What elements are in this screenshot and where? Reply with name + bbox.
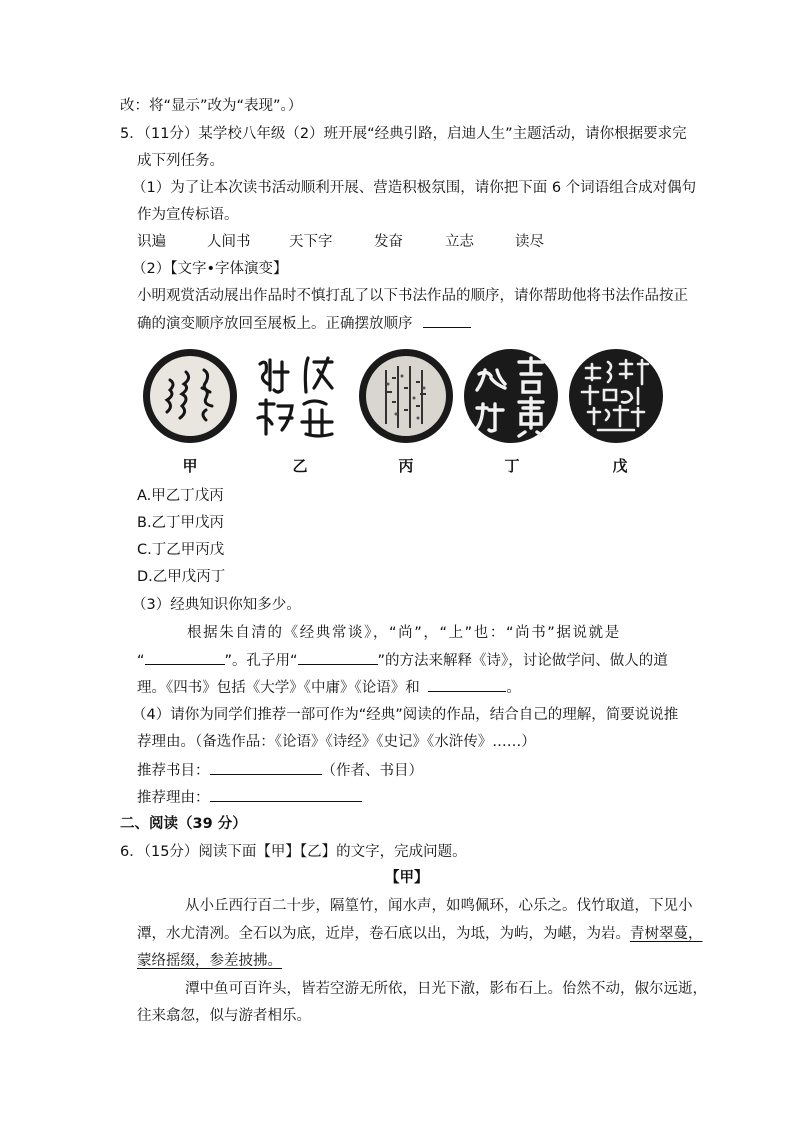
option-c[interactable]: C.丁乙甲丙戊 — [137, 542, 225, 558]
answer-blank[interactable] — [423, 313, 471, 328]
seal-jia-image — [142, 348, 238, 444]
reason-input-line[interactable] — [210, 787, 362, 802]
seal-wu-image — [568, 348, 664, 444]
text-fragment: “ — [137, 653, 145, 669]
passage-jia-title: 【甲】 — [385, 870, 429, 886]
q5-part3-line2 — [137, 650, 668, 671]
option-b[interactable]: B.乙丁甲戊丙 — [137, 515, 225, 531]
recommend-reason-row — [137, 787, 362, 808]
section-reading-heading: 二、阅读（39 分） — [120, 816, 247, 832]
q5-part4-line1: （4）请你为同学们推荐一部可作为“经典”阅读的作品，结合自己的理解，简要说说推 — [132, 707, 679, 723]
text-fragment: ”的方法来解释《诗》，讨论做学问、做人的道 — [377, 653, 668, 669]
q5-stem-line1: 5．（11分）某学校八年级（2）班开展“经典引路，启迪人生”主题活动，请你根据要求完 — [120, 126, 687, 142]
q5-part2-line2-text: 确的演变顺序放回至展板上。正确摆放顺序 — [137, 316, 413, 332]
text-fragment: 理。《四书》包括《大学》《中庸》《论语》和 — [137, 680, 420, 696]
passage-para1-line3: 蒙络摇缀，参差披拂。 — [137, 953, 282, 969]
q5-part2-title: （2）【文字•字体演变】 — [132, 261, 288, 277]
reason-label: 推荐理由： — [137, 790, 210, 806]
seal-label-yi: 乙 — [292, 457, 308, 475]
text-fragment: 潭，水尤清冽。全石以为底，近岸，卷石底以出，为坻，为屿，为嵁，为岩。 — [137, 926, 630, 942]
word-item: 识遍 — [137, 234, 166, 250]
q5-part2-line2 — [137, 313, 471, 334]
passage-para1-line1: 从小丘西行百二十步，隔篁竹，闻水声，如鸣佩环，心乐之。伐竹取道，下见小 — [185, 898, 693, 914]
option-d[interactable]: D.乙甲戊丙丁 — [137, 569, 226, 585]
passage-para1-line2 — [137, 924, 703, 944]
q6-stem: 6．（15分）阅读下面【甲】【乙】的文字，完成问题。 — [120, 844, 467, 860]
book-input-line[interactable] — [210, 760, 322, 775]
q5-part4-line2: 荐理由。（备选作品：《论语》《诗经》《史记》《水浒传》……） — [137, 734, 536, 750]
q5-stem-line2: 成下列任务。 — [137, 153, 224, 169]
q5-part1-line1: （1）为了让本次读书活动顺利开展、营造积极氛围，请你把下面 6 个词语组合成对偶句 — [132, 180, 697, 196]
passage-para2-line2: 往来翕忽，似与游者相乐。 — [137, 1008, 311, 1024]
word-item: 立志 — [445, 234, 474, 250]
seal-bing-image — [358, 348, 454, 444]
seal-ding-image — [463, 348, 559, 444]
passage-para2-line1: 潭中鱼可百许头，皆若空游无所依，日光下澈，影布石上。佁然不动，俶尔远逝， — [185, 981, 707, 997]
option-a[interactable]: A.甲乙丁戊丙 — [137, 488, 224, 504]
answer-blank[interactable] — [145, 650, 225, 665]
book-note: （作者、书目） — [321, 763, 423, 779]
q5-part3-line1: 根据朱自清的《经典常谈》，“尚”，“上”也：“尚书”据说就是 — [187, 625, 621, 641]
text-fragment: ”。孔子用“ — [224, 653, 298, 669]
word-item: 人间书 — [207, 234, 251, 250]
q5-part1-line2: 作为宣传标语。 — [137, 207, 239, 223]
answer-blank[interactable] — [428, 677, 506, 692]
word-item: 读尽 — [515, 234, 544, 250]
word-item: 发奋 — [374, 234, 403, 250]
underlined-phrase: 青树翠蔓， — [630, 926, 703, 942]
recommend-book-row — [137, 760, 423, 781]
word-item: 天下字 — [289, 234, 333, 250]
seal-yi-image — [252, 348, 348, 444]
intro-fragment: 改：将“显示”改为“表现”。） — [120, 98, 303, 114]
answer-blank[interactable] — [298, 650, 378, 665]
seal-label-jia: 甲 — [182, 457, 198, 475]
seal-label-wu: 戊 — [612, 457, 628, 475]
seal-label-bing: 丙 — [398, 457, 414, 475]
q5-part2-line1: 小明观赏活动展出作品时不慎打乱了以下书法作品的顺序，请你帮助他将书法作品按正 — [137, 288, 688, 304]
seal-label-ding: 丁 — [504, 457, 520, 475]
q5-part3-line3 — [137, 677, 521, 698]
book-label: 推荐书目： — [137, 763, 210, 779]
q5-part3-title: （3）经典知识你知多少。 — [132, 597, 301, 613]
text-fragment: 。 — [506, 680, 521, 696]
